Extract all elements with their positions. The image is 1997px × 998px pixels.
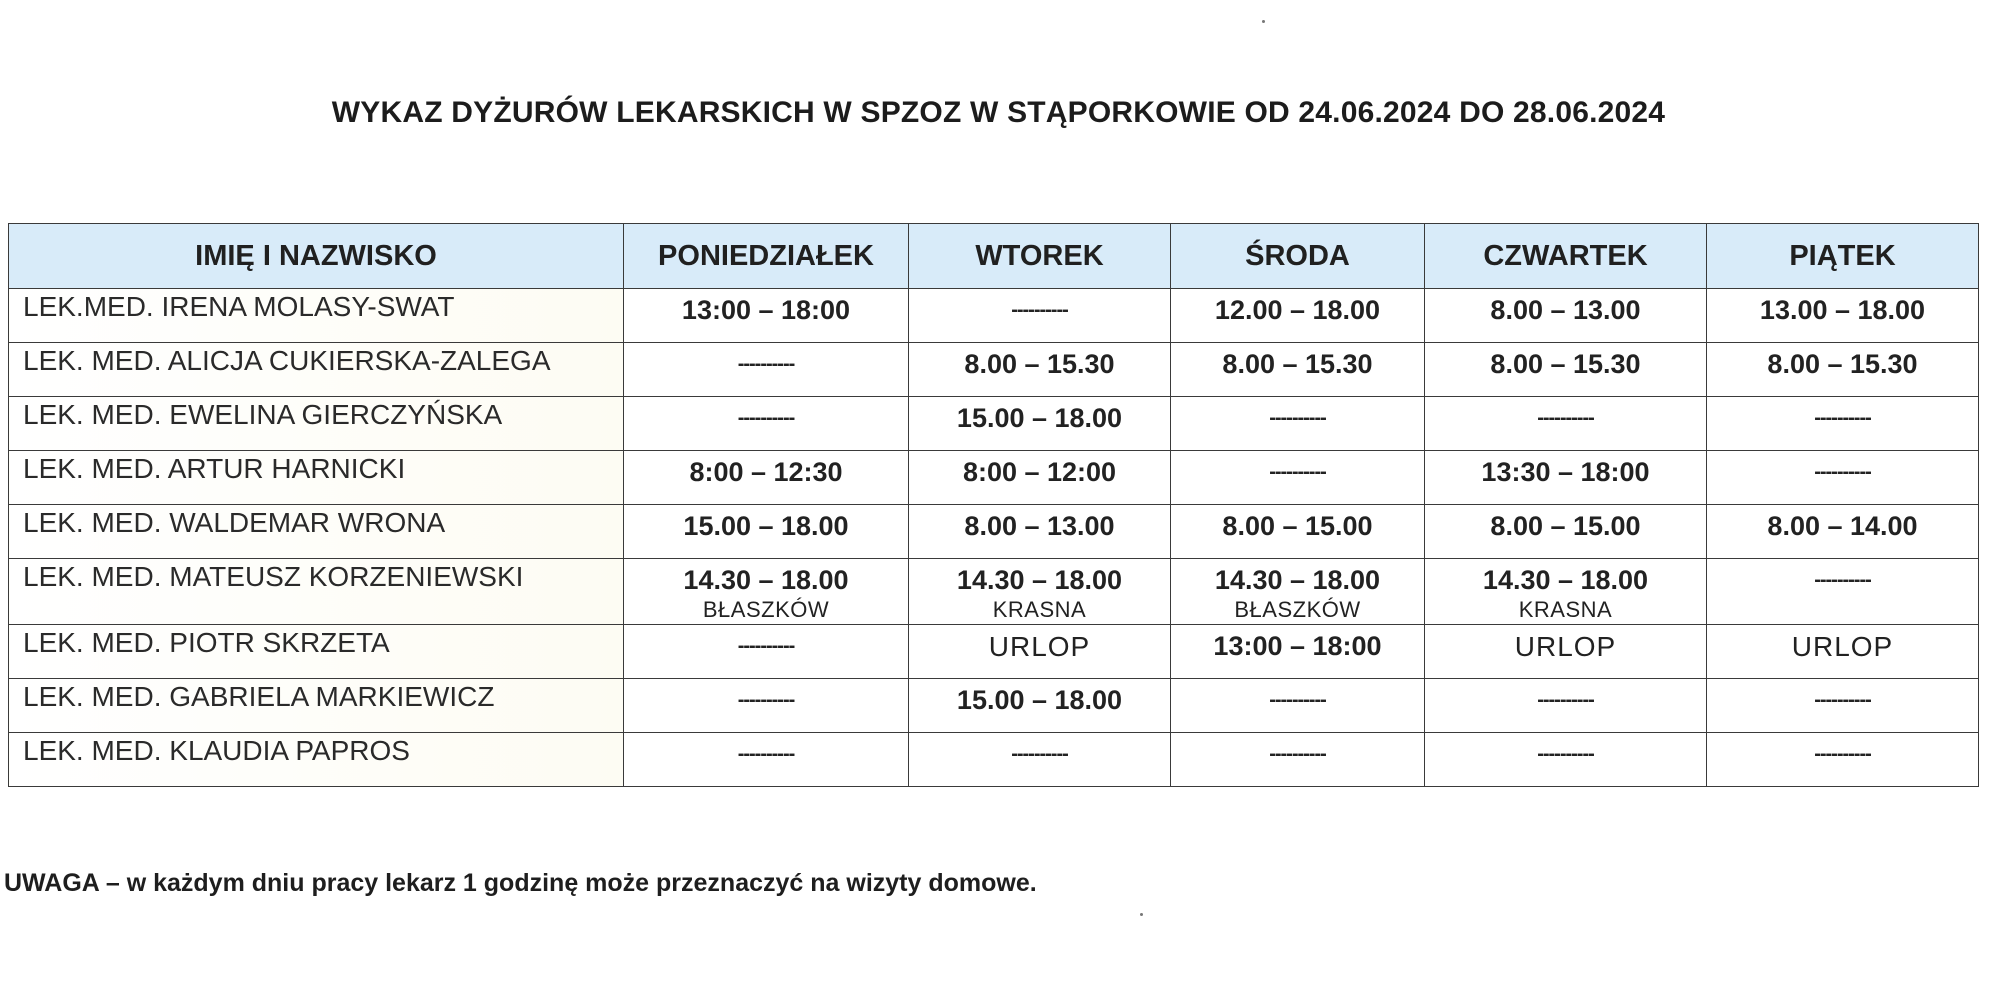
- duty-cell-tuesday: [909, 733, 1171, 787]
- duty-cell-wednesday: [1171, 289, 1425, 343]
- doctor-name: LEK. MED. ALICJA CUKIERSKA-ZALEGA: [9, 343, 624, 397]
- duty-hours: 8.00 – 15.30: [964, 349, 1115, 379]
- table-header-row: [9, 224, 1979, 289]
- duty-hours: ----------: [1269, 407, 1326, 429]
- duty-cell-monday: [624, 625, 909, 679]
- duty-cell-tuesday: [909, 451, 1171, 505]
- duty-hours: URLOP: [1791, 631, 1894, 662]
- duty-hours: ----------: [1537, 743, 1594, 765]
- duty-cell-friday: [1707, 289, 1979, 343]
- duty-hours: ----------: [737, 635, 795, 657]
- table-row: [9, 559, 1979, 625]
- duty-hours: 8.00 – 15.30: [1767, 349, 1918, 379]
- duty-cell-wednesday: [1171, 559, 1425, 625]
- scan-speck: [1262, 20, 1265, 23]
- duty-hours: URLOP: [1514, 631, 1617, 662]
- duty-cell-friday: [1707, 343, 1979, 397]
- duty-hours: 8.00 – 15.00: [1222, 511, 1373, 541]
- duty-hours: 13.00 – 18.00: [1759, 295, 1926, 325]
- header-friday: PIĄTEK: [1707, 224, 1979, 289]
- duty-cell-monday: [624, 343, 909, 397]
- duty-hours: 8.00 – 13.00: [964, 511, 1115, 541]
- duty-hours: ----------: [1537, 689, 1594, 711]
- doctor-name: LEK.MED. IRENA MOLASY-SWAT: [9, 289, 624, 343]
- duty-hours: 15.00 – 18.00: [956, 403, 1123, 433]
- duty-cell-wednesday: [1171, 733, 1425, 787]
- home-visits-note: UWAGA – w każdym dniu pracy lekarz 1 godzinę może przeznaczyć na wizyty domowe.: [4, 869, 1037, 897]
- duty-hours: 14.30 – 18.00: [1482, 565, 1649, 595]
- duty-cell-wednesday: [1171, 505, 1425, 559]
- table-row: [9, 625, 1979, 679]
- duty-hours: ----------: [1814, 569, 1871, 591]
- duty-cell-thursday: [1425, 289, 1707, 343]
- duty-cell-monday: [624, 289, 909, 343]
- duty-hours: 14.30 – 18.00: [1214, 565, 1381, 595]
- table-row: [9, 451, 1979, 505]
- table-row: [9, 679, 1979, 733]
- duty-hours: 8:00 – 12:30: [689, 457, 843, 487]
- duty-cell-thursday: [1425, 397, 1707, 451]
- duty-hours: 13:30 – 18:00: [1481, 457, 1650, 487]
- duty-hours: 14.30 – 18.00: [956, 565, 1123, 595]
- duty-cell-tuesday: [909, 397, 1171, 451]
- duty-hours: 15.00 – 18.00: [683, 511, 849, 541]
- duty-cell-tuesday: [909, 679, 1171, 733]
- duty-cell-thursday: [1425, 559, 1707, 625]
- duty-cell-thursday: [1425, 451, 1707, 505]
- duty-cell-friday: [1707, 625, 1979, 679]
- table-row: [9, 397, 1979, 451]
- doctor-name: LEK. MED. EWELINA GIERCZYŃSKA: [9, 397, 624, 451]
- duty-hours: ----------: [1814, 407, 1871, 429]
- duty-cell-tuesday: [909, 505, 1171, 559]
- duty-cell-tuesday: [909, 625, 1171, 679]
- header-tuesday: WTOREK: [909, 224, 1171, 289]
- table-row: [9, 733, 1979, 787]
- duty-cell-monday: [624, 679, 909, 733]
- duty-cell-wednesday: [1171, 343, 1425, 397]
- doctor-name: LEK. MED. WALDEMAR WRONA: [9, 505, 624, 559]
- duty-cell-wednesday: [1171, 679, 1425, 733]
- duty-hours: ----------: [1269, 461, 1326, 483]
- duty-schedule-table: [8, 223, 1979, 787]
- duty-cell-tuesday: [909, 559, 1171, 625]
- duty-location: BŁASZKÓW: [702, 597, 830, 622]
- duty-location: KRASNA: [1518, 597, 1613, 622]
- duty-cell-thursday: [1425, 343, 1707, 397]
- table-body: [9, 289, 1979, 787]
- duty-cell-tuesday: [909, 343, 1171, 397]
- duty-hours: 8.00 – 15.30: [1490, 349, 1641, 379]
- duty-cell-wednesday: [1171, 451, 1425, 505]
- duty-hours: 13:00 – 18:00: [681, 295, 851, 325]
- duty-cell-friday: [1707, 451, 1979, 505]
- duty-hours: ----------: [1269, 689, 1326, 711]
- duty-hours: 12.00 – 18.00: [1214, 295, 1381, 325]
- duty-hours: ----------: [1814, 461, 1871, 483]
- duty-cell-thursday: [1425, 505, 1707, 559]
- duty-cell-thursday: [1425, 679, 1707, 733]
- duty-cell-monday: [624, 559, 909, 625]
- duty-cell-monday: [624, 505, 909, 559]
- duty-cell-friday: [1707, 679, 1979, 733]
- duty-hours: 13:00 – 18:00: [1213, 631, 1382, 661]
- table-row: [9, 505, 1979, 559]
- doctor-name: LEK. MED. ARTUR HARNICKI: [9, 451, 624, 505]
- duty-hours: 15.00 – 18.00: [956, 685, 1123, 715]
- duty-cell-friday: [1707, 397, 1979, 451]
- duty-cell-thursday: [1425, 625, 1707, 679]
- duty-hours: ----------: [1537, 407, 1594, 429]
- duty-hours: URLOP: [988, 631, 1091, 662]
- duty-hours: ----------: [737, 353, 795, 375]
- duty-hours: 8.00 – 15.00: [1490, 511, 1641, 541]
- table-row: [9, 289, 1979, 343]
- table-row: [9, 343, 1979, 397]
- duty-cell-friday: [1707, 559, 1979, 625]
- doctor-name: LEK. MED. GABRIELA MARKIEWICZ: [9, 679, 624, 733]
- duty-hours: 8:00 – 12:00: [962, 457, 1117, 487]
- duty-cell-monday: [624, 733, 909, 787]
- header-thursday: CZWARTEK: [1425, 224, 1707, 289]
- doctor-name: LEK. MED. MATEUSZ KORZENIEWSKI: [9, 559, 624, 625]
- duty-cell-friday: [1707, 733, 1979, 787]
- duty-cell-friday: [1707, 505, 1979, 559]
- header-wednesday: ŚRODA: [1171, 224, 1425, 289]
- duty-hours: ----------: [1814, 689, 1871, 711]
- header-name: IMIĘ I NAZWISKO: [9, 224, 624, 289]
- document-title: WYKAZ DYŻURÓW LEKARSKICH W SPZOZ W STĄPORKOWIE OD 24.06.2024 DO 28.06.2024: [331, 96, 1666, 129]
- duty-cell-wednesday: [1171, 625, 1425, 679]
- doctor-name: LEK. MED. KLAUDIA PAPROS: [9, 733, 624, 787]
- duty-cell-monday: [624, 451, 909, 505]
- duty-hours: ----------: [737, 407, 795, 429]
- doctor-name: LEK. MED. PIOTR SKRZETA: [9, 625, 624, 679]
- duty-cell-thursday: [1425, 733, 1707, 787]
- duty-hours: 14.30 – 18.00: [683, 565, 849, 595]
- duty-cell-wednesday: [1171, 397, 1425, 451]
- duty-hours: ----------: [1011, 299, 1068, 321]
- duty-hours: 8.00 – 15.30: [1222, 349, 1373, 379]
- duty-hours: 8.00 – 14.00: [1767, 511, 1918, 541]
- duty-hours: 8.00 – 13.00: [1490, 295, 1641, 325]
- duty-hours: ----------: [1269, 743, 1326, 765]
- header-monday: PONIEDZIAŁEK: [624, 224, 909, 289]
- duty-hours: ----------: [1011, 743, 1068, 765]
- duty-hours: ----------: [737, 689, 795, 711]
- duty-hours: ----------: [737, 743, 795, 765]
- duty-location: BŁASZKÓW: [1234, 597, 1361, 622]
- duty-cell-tuesday: [909, 289, 1171, 343]
- duty-hours: ----------: [1814, 743, 1871, 765]
- scan-speck: [1140, 913, 1143, 916]
- duty-location: KRASNA: [992, 597, 1087, 622]
- duty-cell-monday: [624, 397, 909, 451]
